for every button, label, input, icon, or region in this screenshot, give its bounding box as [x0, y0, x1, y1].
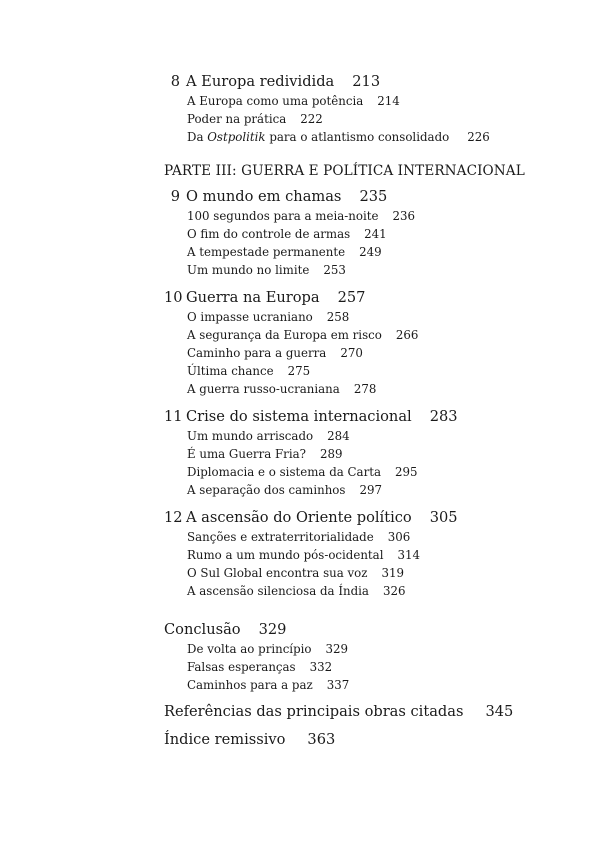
section-page: 297	[359, 483, 382, 497]
section-page: 278	[353, 382, 377, 396]
section-page: 270	[340, 346, 363, 360]
section-page: 266	[395, 328, 419, 342]
section-title: A separação dos caminhos	[187, 483, 346, 497]
toc-section	[187, 676, 349, 694]
section-page: 332	[309, 660, 333, 674]
toc-section	[187, 261, 346, 279]
section-page: 226	[467, 130, 490, 144]
chapter-number: 10	[164, 289, 183, 306]
chapter-number: 9	[170, 188, 180, 205]
chapter-page: 257	[337, 289, 366, 306]
chapter-title: A Europa redividida	[186, 73, 335, 90]
part-heading: PARTE III: GUERRA E POLÍTICA INTERNACIONAL	[164, 163, 525, 179]
toc-section	[187, 243, 382, 261]
section-title: Falsas esperanças	[187, 660, 296, 674]
section-title: A guerra russo-ucraniana	[187, 382, 340, 396]
section-title: Um mundo arriscado	[187, 429, 314, 443]
toc-section	[187, 658, 332, 676]
section-page: 284	[327, 429, 350, 443]
section-page: 258	[326, 310, 350, 324]
conclusion-page: 329	[258, 621, 287, 638]
toc-section	[187, 326, 418, 344]
section-title: Caminhos para a paz	[187, 678, 313, 692]
toc-conclusion	[164, 620, 286, 640]
toc-section	[187, 92, 400, 110]
section-title: A tempestade permanente	[187, 245, 346, 259]
toc-section	[187, 564, 404, 582]
section-title: O fim do controle de armas	[187, 227, 351, 241]
chapter-title: Crise do sistema internacional	[186, 408, 412, 425]
section-page: 329	[325, 642, 349, 656]
chapter-title: O mundo em chamas	[186, 188, 342, 205]
section-title: Poder na prática	[187, 112, 287, 126]
toc-section	[187, 362, 310, 380]
toc-section	[187, 640, 348, 658]
section-title: A segurança da Europa em risco	[187, 328, 382, 342]
index-page: 363	[307, 731, 336, 748]
section-page: 249	[359, 245, 382, 259]
chapter-page: 235	[359, 188, 388, 205]
toc-section	[187, 128, 490, 146]
toc-references	[164, 702, 513, 722]
section-page: 253	[323, 263, 346, 277]
section-title: O impasse ucraniano	[187, 310, 313, 324]
references-title: Referências das principais obras citadas	[164, 703, 464, 720]
toc-section	[187, 582, 405, 600]
section-page: 236	[392, 209, 415, 223]
section-page: 222	[300, 112, 323, 126]
section-title-italic: Ostpolitik	[207, 130, 266, 144]
toc-section	[187, 207, 415, 225]
chapter-title: A ascensão do Oriente político	[186, 509, 412, 526]
section-title: A ascensão silenciosa da Índia	[187, 584, 369, 598]
section-title: A Europa como uma potência	[187, 94, 364, 108]
toc-section	[187, 427, 350, 445]
toc-section	[187, 344, 363, 362]
chapter-page: 305	[429, 509, 458, 526]
section-page: 306	[387, 530, 411, 544]
toc-section	[187, 110, 323, 128]
section-title: Caminho para a guerra	[187, 346, 327, 360]
section-page: 326	[382, 584, 406, 598]
chapter-number: 11	[164, 408, 183, 425]
references-page: 345	[485, 703, 514, 720]
section-title: Um mundo no limite	[187, 263, 310, 277]
section-page: 337	[326, 678, 350, 692]
section-title: Rumo a um mundo pós-ocidental	[187, 548, 384, 562]
toc-section	[187, 445, 342, 463]
chapter-page: 283	[429, 408, 458, 425]
section-page: 319	[381, 566, 405, 580]
toc-section	[187, 380, 376, 398]
toc-section	[187, 463, 418, 481]
section-title: É uma Guerra Fria?	[187, 447, 306, 461]
section-title: Sanções e extraterritorialidade	[187, 530, 374, 544]
section-page: 214	[377, 94, 400, 108]
chapter-number: 12	[164, 509, 183, 526]
toc-section	[187, 528, 410, 546]
section-title-prefix: Da	[187, 130, 208, 144]
section-title: 100 segundos para a meia-noite	[187, 209, 379, 223]
section-title-suffix: para o atlantismo consolidado	[265, 130, 450, 144]
chapter-number: 8	[170, 73, 180, 90]
section-page: 241	[364, 227, 387, 241]
chapter-title: Guerra na Europa	[186, 289, 320, 306]
section-page: 275	[287, 364, 311, 378]
section-page: 314	[397, 548, 421, 562]
toc-section	[187, 308, 349, 326]
section-title: O Sul Global encontra sua voz	[187, 566, 368, 580]
conclusion-title: Conclusão	[164, 621, 241, 638]
section-title: De volta ao princípio	[187, 642, 312, 656]
index-title: Índice remissivo	[164, 731, 286, 748]
section-title: Diplomacia e o sistema da Carta	[187, 465, 382, 479]
section-page: 295	[395, 465, 418, 479]
toc-section	[187, 225, 387, 243]
chapter-page: 213	[352, 73, 381, 90]
section-page: 289	[319, 447, 343, 461]
toc-section	[187, 481, 382, 499]
toc-index	[164, 730, 335, 750]
section-title: Última chance	[187, 364, 274, 378]
toc-section	[187, 546, 420, 564]
